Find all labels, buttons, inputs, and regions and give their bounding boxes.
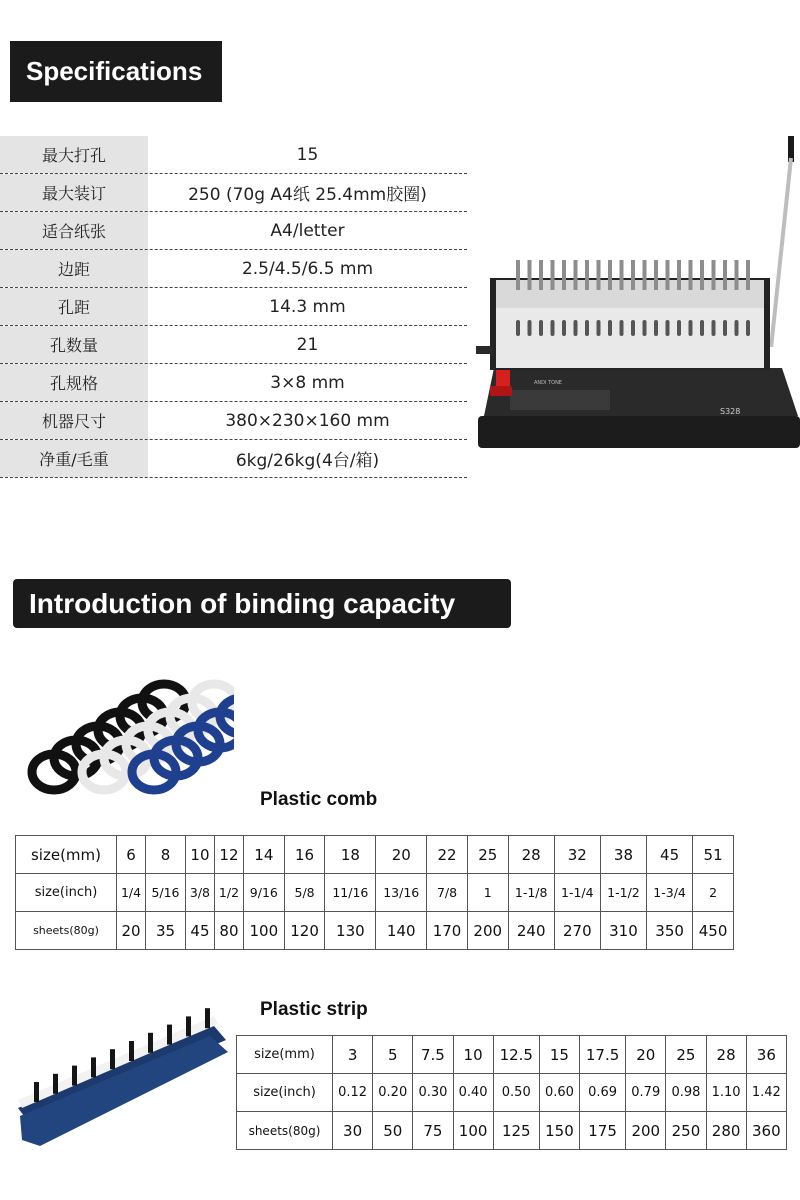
specifications-title: Specifications: [26, 56, 203, 86]
capacity-row: [16, 836, 734, 874]
row-label: size(mm): [237, 1036, 333, 1074]
binding-machine-image: [470, 128, 800, 458]
table-cell: 2: [693, 874, 734, 912]
capacity-row: [16, 912, 734, 950]
plastic-strip-image: [14, 996, 228, 1152]
plastic-strip-table: [236, 1035, 787, 1150]
binding-capacity-banner: [13, 579, 511, 628]
row-label: size(mm): [16, 836, 117, 874]
capacity-row: [16, 874, 734, 912]
table-cell: 35: [146, 912, 186, 950]
table-cell: 80: [214, 912, 243, 950]
table-cell: 51: [693, 836, 734, 874]
table-cell: 25: [666, 1036, 706, 1074]
spec-row: [0, 288, 467, 326]
spec-value: 2.5/4.5/6.5 mm: [241, 258, 374, 279]
table-cell: 45: [647, 836, 693, 874]
table-cell: 9/16: [243, 874, 284, 912]
table-cell: 18: [325, 836, 376, 874]
spec-row: [0, 364, 467, 402]
table-cell: 0.69: [580, 1074, 626, 1112]
table-cell: 5/16: [146, 874, 186, 912]
machine-model-label: S328: [720, 407, 741, 416]
spec-value: A4/letter: [270, 220, 345, 241]
capacity-row: [237, 1112, 787, 1150]
spec-row: [0, 326, 467, 364]
plastic-comb-table: [15, 835, 734, 950]
binding-capacity-title: Introduction of binding capacity: [29, 587, 456, 619]
table-cell: 0.12: [333, 1074, 373, 1112]
table-cell: 12: [214, 836, 243, 874]
table-cell: 1-1/8: [508, 874, 554, 912]
table-cell: 200: [626, 1112, 666, 1150]
table-cell: 10: [185, 836, 214, 874]
spec-label: 孔规格: [0, 364, 148, 401]
spec-row: [0, 250, 467, 288]
spec-row: [0, 212, 467, 250]
specifications-banner: [10, 41, 222, 102]
table-cell: 15: [539, 1036, 579, 1074]
table-cell: 350: [647, 912, 693, 950]
spec-row: [0, 402, 467, 440]
machine-panel-label: ANDI TONE: [534, 380, 562, 386]
spec-value: 15: [296, 144, 319, 165]
table-cell: 1.10: [706, 1074, 746, 1112]
table-cell: 1-1/4: [554, 874, 600, 912]
spec-value: 6kg/26kg(4台/箱): [235, 451, 380, 471]
table-cell: 38: [600, 836, 646, 874]
table-cell: 5: [373, 1036, 413, 1074]
table-cell: 6: [117, 836, 146, 874]
table-cell: 20: [117, 912, 146, 950]
table-cell: 310: [600, 912, 646, 950]
table-cell: 5/8: [284, 874, 325, 912]
spec-label: 净重/毛重: [0, 440, 148, 477]
specifications-table: [0, 136, 467, 478]
spec-value: 21: [296, 334, 319, 355]
table-cell: 240: [508, 912, 554, 950]
table-cell: 1/2: [214, 874, 243, 912]
table-cell: 280: [706, 1112, 746, 1150]
table-cell: 1: [467, 874, 508, 912]
table-cell: 130: [325, 912, 376, 950]
table-cell: 0.40: [453, 1074, 493, 1112]
table-cell: 32: [554, 836, 600, 874]
table-cell: 360: [746, 1112, 786, 1150]
table-cell: 100: [453, 1112, 493, 1150]
table-cell: 250: [666, 1112, 706, 1150]
spec-row: [0, 440, 467, 478]
table-cell: 0.79: [626, 1074, 666, 1112]
table-cell: 20: [626, 1036, 666, 1074]
capacity-row: [237, 1074, 787, 1112]
spec-label: 机器尺寸: [0, 402, 148, 439]
spec-row: [0, 174, 467, 212]
table-cell: 10: [453, 1036, 493, 1074]
table-cell: 270: [554, 912, 600, 950]
table-cell: 1-3/4: [647, 874, 693, 912]
table-cell: 7/8: [427, 874, 468, 912]
plastic-comb-caption: Plastic comb: [260, 789, 378, 810]
table-cell: 0.20: [373, 1074, 413, 1112]
table-cell: 140: [376, 912, 427, 950]
spec-value: 250 (70g A4纸 25.4mm胶圈): [188, 185, 427, 205]
spec-row: [0, 136, 467, 174]
spec-label: 边距: [0, 250, 148, 287]
table-cell: 45: [185, 912, 214, 950]
table-cell: 1/4: [117, 874, 146, 912]
table-cell: 30: [333, 1112, 373, 1150]
spec-label: 孔数量: [0, 326, 148, 363]
table-cell: 17.5: [580, 1036, 626, 1074]
plastic-strip-caption: Plastic strip: [260, 999, 368, 1020]
row-label: size(inch): [237, 1074, 333, 1112]
table-cell: 22: [427, 836, 468, 874]
table-cell: 7.5: [413, 1036, 453, 1074]
table-cell: 450: [693, 912, 734, 950]
row-label: sheets(80g): [16, 912, 117, 950]
table-cell: 13/16: [376, 874, 427, 912]
table-cell: 50: [373, 1112, 413, 1150]
table-cell: 12.5: [493, 1036, 539, 1074]
table-cell: 1-1/2: [600, 874, 646, 912]
table-cell: 28: [706, 1036, 746, 1074]
row-label: sheets(80g): [237, 1112, 333, 1150]
table-cell: 120: [284, 912, 325, 950]
plastic-comb-image: [14, 672, 234, 812]
spec-label: 最大装订: [0, 174, 148, 211]
spec-value: 3×8 mm: [270, 372, 345, 393]
spec-label: 适合纸张: [0, 212, 148, 249]
spec-label: 最大打孔: [0, 136, 148, 173]
table-cell: 200: [467, 912, 508, 950]
spec-value: 380×230×160 mm: [225, 410, 390, 431]
capacity-row: [237, 1036, 787, 1074]
table-cell: 0.60: [539, 1074, 579, 1112]
table-cell: 28: [508, 836, 554, 874]
table-cell: 0.50: [493, 1074, 539, 1112]
table-cell: 3: [333, 1036, 373, 1074]
table-cell: 125: [493, 1112, 539, 1150]
table-cell: 36: [746, 1036, 786, 1074]
table-cell: 11/16: [325, 874, 376, 912]
table-cell: 170: [427, 912, 468, 950]
spec-value: 14.3 mm: [269, 296, 346, 317]
table-cell: 0.30: [413, 1074, 453, 1112]
table-cell: 16: [284, 836, 325, 874]
table-cell: 3/8: [185, 874, 214, 912]
table-cell: 100: [243, 912, 284, 950]
table-cell: 175: [580, 1112, 626, 1150]
table-cell: 8: [146, 836, 186, 874]
table-cell: 75: [413, 1112, 453, 1150]
table-cell: 1.42: [746, 1074, 786, 1112]
table-cell: 25: [467, 836, 508, 874]
spec-label: 孔距: [0, 288, 148, 325]
table-cell: 20: [376, 836, 427, 874]
table-cell: 14: [243, 836, 284, 874]
table-cell: 150: [539, 1112, 579, 1150]
row-label: size(inch): [16, 874, 117, 912]
table-cell: 0.98: [666, 1074, 706, 1112]
